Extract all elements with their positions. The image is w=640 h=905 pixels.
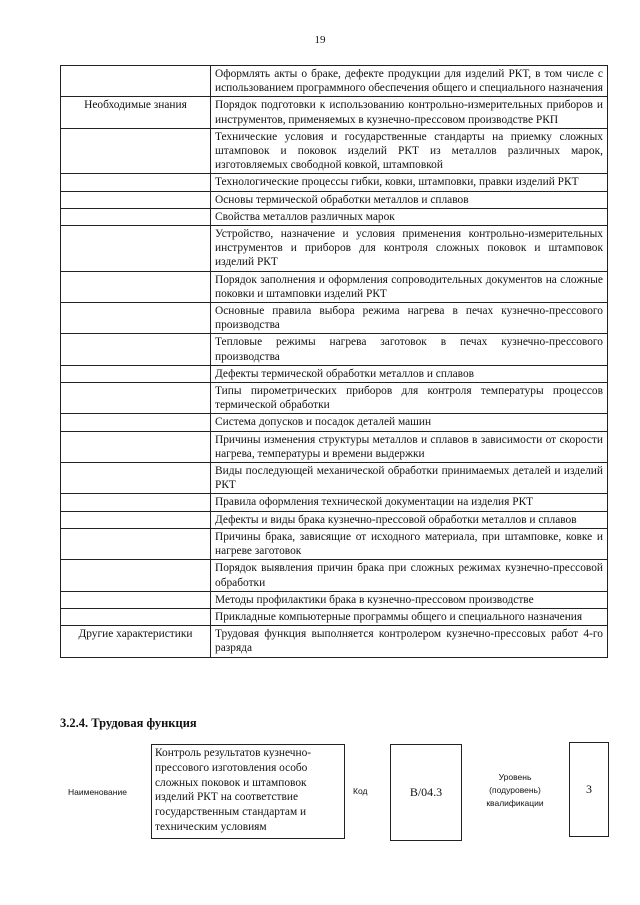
table-cell: Тепловые режимы нагрева заготовок в печах кузнечно-прессового производства [211,334,608,365]
label-cell [61,494,211,511]
table-row [61,174,608,191]
table-cell: Порядок заполнения и оформления сопроводительных документов на сложные поковки и штамповки изделий РКТ [211,271,608,302]
table-row [61,66,608,97]
name-box: Контроль результатов кузнечно-прессового изготовления особо сложных поковок и штамповок изделий РКТ на соответствие государственным стандартам и техническим условиям [151,744,345,839]
table-cell: Система допусков и посадок деталей машин [211,414,608,431]
table-row [61,608,608,625]
table-row [61,303,608,334]
label-cell [61,591,211,608]
level-label-line: (подуровень) [489,785,541,795]
label-cell [61,334,211,365]
label-cell [61,128,211,174]
label-cell [61,303,211,334]
table-cell: Порядок подготовки к использованию контрольно-измерительных приборов и инструментов, применяемых в кузнечно-прессовом производстве РКП [211,97,608,128]
table-row [61,511,608,528]
label-cell [61,431,211,462]
table-cell: Дефекты термической обработки металлов и сплавов [211,365,608,382]
table-cell: Дефекты и виды брака кузнечно-прессовой обработки металлов и сплавов [211,511,608,528]
table-row [61,560,608,591]
table-row [61,431,608,462]
table-cell: Основы термической обработки металлов и сплавов [211,191,608,208]
table-cell: Причины брака, зависящие от исходного материала, при штамповке, ковке и нагреве заготовок [211,528,608,559]
label-cell [61,191,211,208]
label-cell [61,560,211,591]
knowledge-label: Необходимые знания [61,97,211,128]
label-cell [61,608,211,625]
knowledge-table [60,65,608,658]
label-cell [61,383,211,414]
level-label-line: Уровень [498,772,532,782]
page-number: 19 [314,34,326,46]
label-cell [61,208,211,225]
table-cell: Устройство, назначение и условия применения контрольно-измерительных инструментов и приборов для контроля сложных поковок и штамповок изделий РКТ [211,226,608,272]
table-cell: Трудовая функция выполняется контролером кузнечно-прессовых работ 4-го разряда [211,626,608,657]
table-cell: Оформлять акты о браке, дефекте продукции для изделий РКТ, в том числе с использованием программного обеспечения общего и специального назначения [211,66,608,97]
table-row [61,191,608,208]
table-row [61,334,608,365]
section-title: 3.2.4. Трудовая функция [60,716,197,730]
label-cell [61,463,211,494]
table-row [61,208,608,225]
level-label-line: квалификации [486,798,544,808]
table-cell: Порядок выявления причин брака при сложных режимах кузнечно-прессовой обработки [211,560,608,591]
label-cell [61,528,211,559]
code-label: Код [353,786,368,796]
table-cell: Основные правила выбора режима нагрева в печах кузнечно-прессового производства [211,303,608,334]
table-row [61,383,608,414]
table-cell: Типы пирометрических приборов для контроля температуры процессов термической обработки [211,383,608,414]
other-characteristics-label: Другие характеристики [61,626,211,657]
label-cell [61,414,211,431]
table-cell: Виды последующей механической обработки принимаемых деталей и изделий РКТ [211,463,608,494]
table-row [61,463,608,494]
table-cell: Прикладные компьютерные программы общего и специального назначения [211,608,608,625]
table-row [61,528,608,559]
table-cell: Технические условия и государственные стандарты на приемку сложных штамповок и поковок изделий РКТ из металлов различных марок, изготовляемых свободной ковкой, штамповкой [211,128,608,174]
qualification-level-label [472,771,558,810]
label-cell [61,226,211,272]
name-label: Наименование [68,787,127,797]
label-cell [61,511,211,528]
label-cell [61,271,211,302]
table-cell: Технологические процессы гибки, ковки, штамповки, правки изделий РКТ [211,174,608,191]
table-row [61,591,608,608]
table-cell: Причины изменения структуры металлов и сплавов в зависимости от скорости нагрева, температуры и времени выдержки [211,431,608,462]
table-row [61,414,608,431]
table-row [61,97,608,128]
table-cell: Свойства металлов различных марок [211,208,608,225]
table-row [61,128,608,174]
table-cell: Методы профилактики брака в кузнечно-прессовом производстве [211,591,608,608]
table-row [61,494,608,511]
table-row [61,226,608,272]
label-cell [61,365,211,382]
qualification-level-box: 3 [569,742,609,837]
table-row [61,626,608,657]
table-row [61,271,608,302]
label-cell [61,174,211,191]
table-row [61,365,608,382]
empty-label-cell [61,66,211,97]
code-box: В/04.3 [390,744,462,841]
table-cell: Правила оформления технической документации на изделия РКТ [211,494,608,511]
